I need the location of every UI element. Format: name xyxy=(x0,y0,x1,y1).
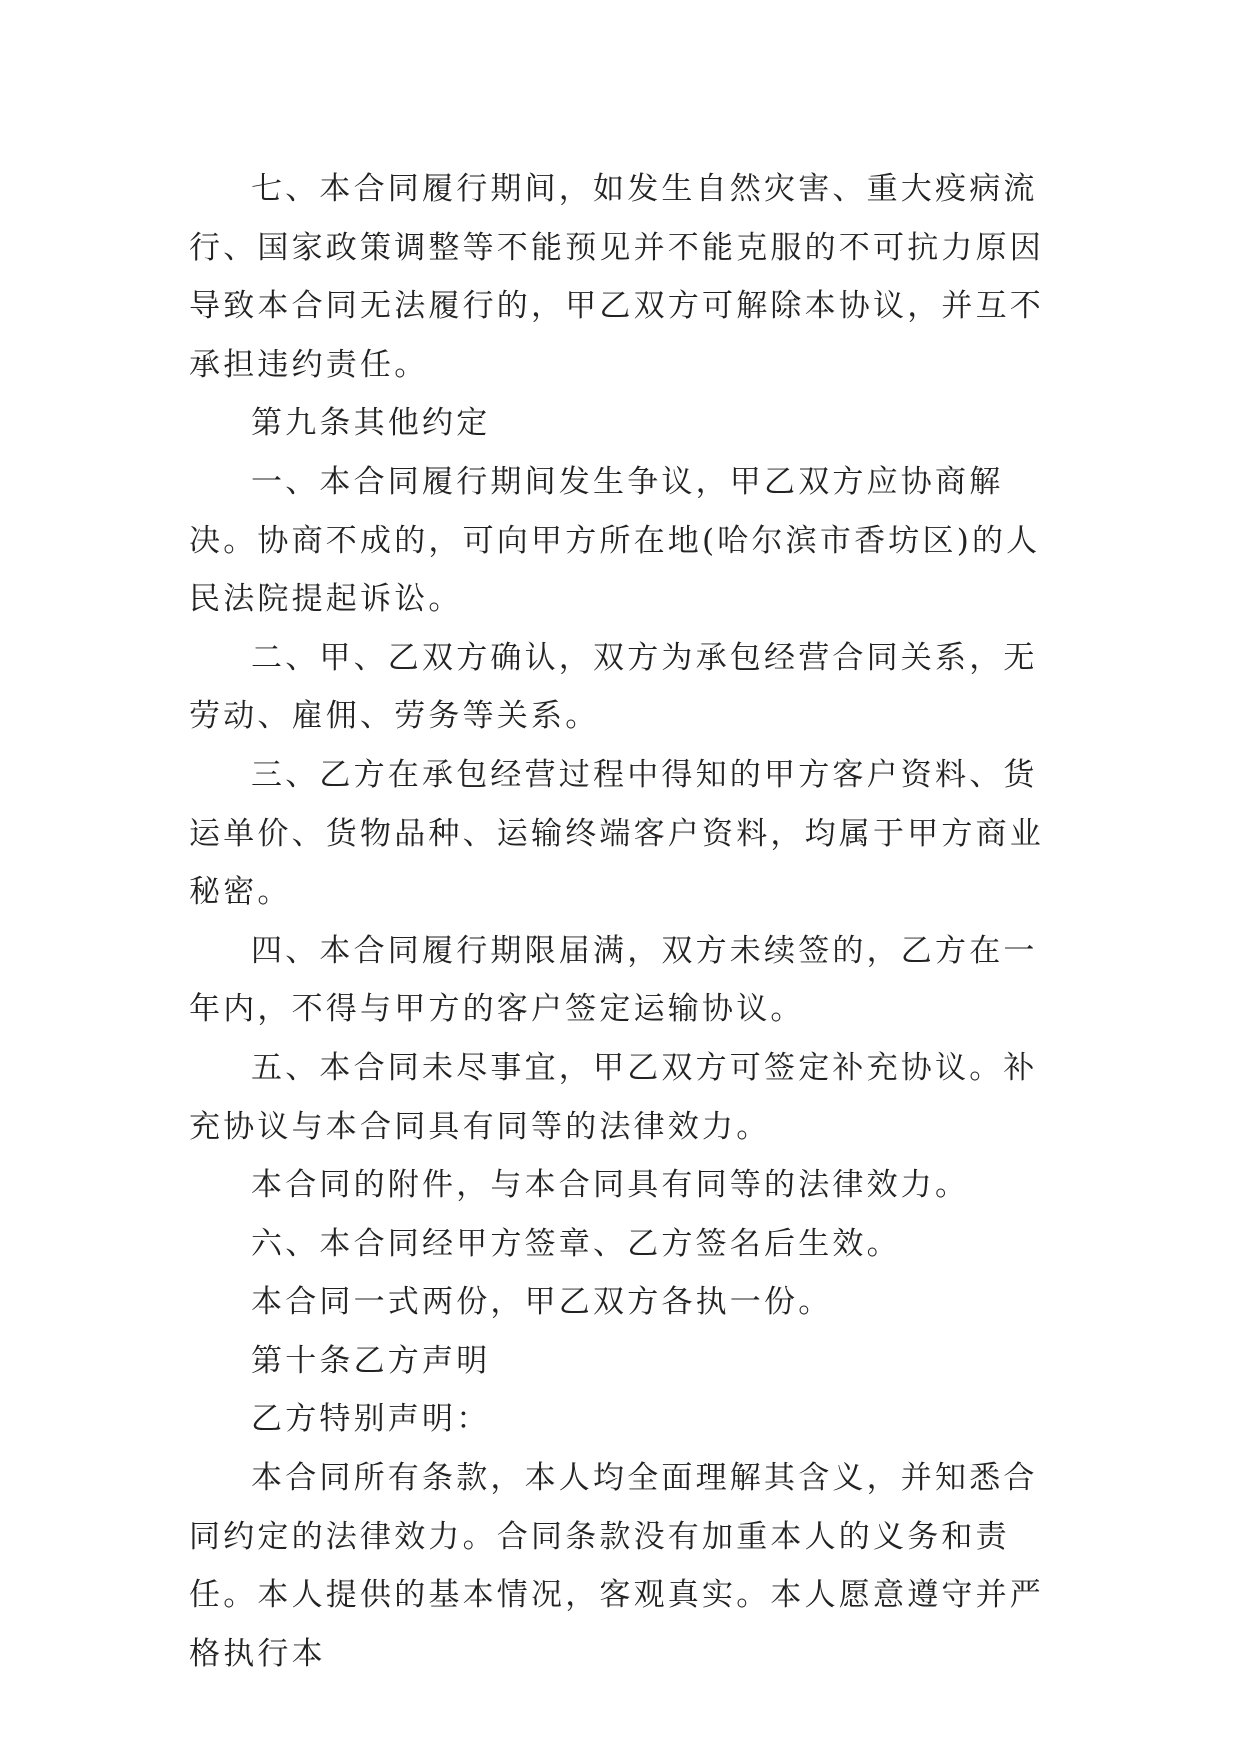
paragraph-effective: 六、本合同经甲方签章、乙方签名后生效。 xyxy=(251,1225,901,1262)
paragraph-declaration-label: 乙方特别声明： xyxy=(251,1401,491,1438)
paragraph-copies: 本合同一式两份，甲乙双方各执一份。 xyxy=(251,1284,833,1321)
paragraph-force-majeure: 七、本合同履行期间，如发生自然灾害、重大疫病流行、国家政策调整等不能预见并不能克服的不可抗力原因导致本合同无法履行的，甲乙双方可解除本协议，并互不承担违约责任。 xyxy=(189,171,1044,383)
heading-article-10: 第十条乙方声明 xyxy=(251,1342,491,1379)
heading-article-9: 第九条其他约定 xyxy=(251,405,491,442)
paragraph-dispute: 一、本合同履行期间发生争议，甲乙双方应协商解决。协商不成的，可向甲方所在地(哈尔滨市香坊区)的人民法院提起诉讼。 xyxy=(189,463,1041,618)
paragraph-supplement: 五、本合同未尽事宜，甲乙双方可签定补充协议。补充协议与本合同具有同等的法律效力。 xyxy=(189,1049,1038,1145)
paragraph-attachment: 本合同的附件，与本合同具有同等的法律效力。 xyxy=(251,1167,970,1204)
paragraph-non-compete: 四、本合同履行期限届满，双方未续签的，乙方在一年内，不得与甲方的客户签定运输协议。 xyxy=(189,932,1038,1028)
paragraph-relationship: 二、甲、乙双方确认，双方为承包经营合同关系，无劳动、雇佣、劳务等关系。 xyxy=(189,639,1038,735)
document-body xyxy=(189,160,1069,1683)
paragraph-trade-secret: 三、乙方在承包经营过程中得知的甲方客户资料、货运单价、货物品种、运输终端客户资料，均属于甲方商业秘密。 xyxy=(189,756,1044,911)
paragraph-declaration-text: 本合同所有条款，本人均全面理解其含义，并知悉合同约定的法律效力。合同条款没有加重本人的义务和责任。本人提供的基本情况，客观真实。本人愿意遵守并严格执行本 xyxy=(189,1460,1044,1672)
